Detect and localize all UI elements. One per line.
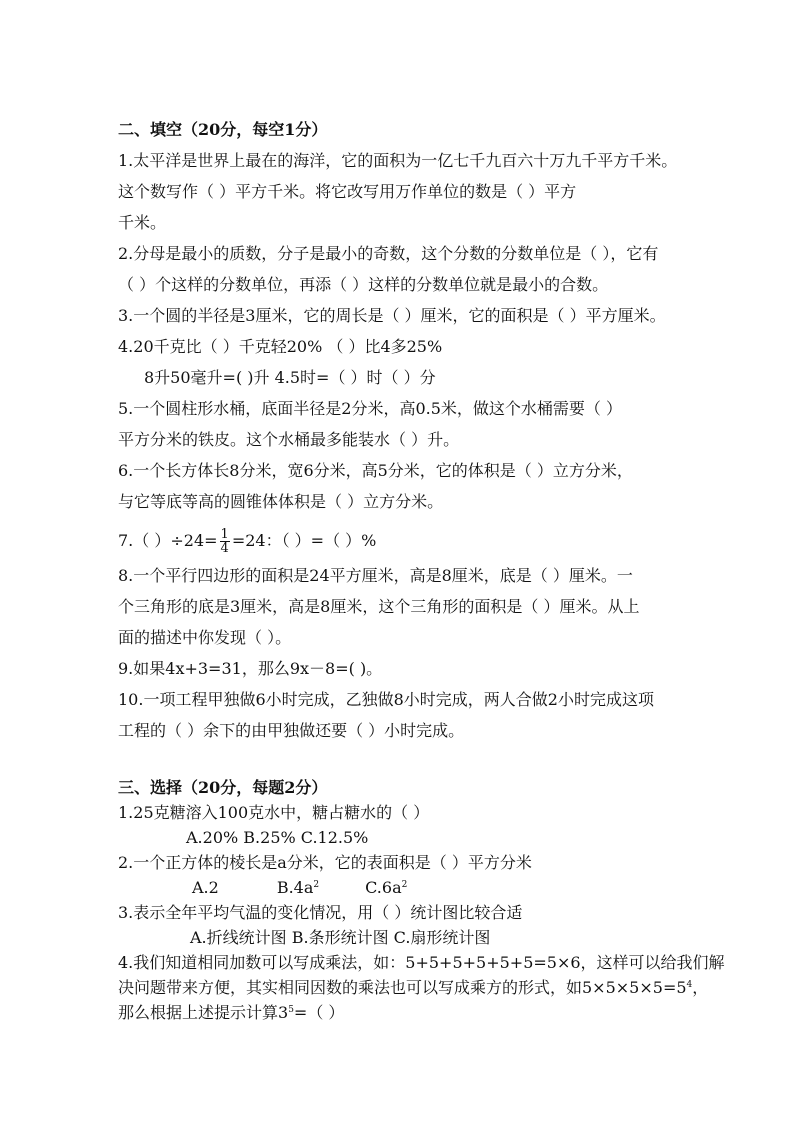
question-text: 8升50毫升=( )升 4.5时=（ ）时（ ）分	[144, 368, 436, 387]
q7-suffix: =24：（ ）=（ ）%	[231, 531, 377, 550]
question-text	[118, 978, 708, 998]
q4-punct: ，	[692, 978, 709, 997]
fraction	[220, 528, 230, 555]
question-text: 平方分米的铁皮。这个水桶最多能装水（ ）升。	[118, 430, 460, 449]
q7-prefix: 7.（ ）÷24=	[118, 531, 218, 550]
exponent: 4	[686, 980, 693, 990]
question-text: 8.一个平行四边形的面积是24平方厘米，高是8厘米，底是（ ）厘米。一	[118, 566, 633, 585]
question-text	[118, 1003, 344, 1023]
question-text: 1.25克糖溶入100克水中，糖占糖水的（ ）	[118, 803, 430, 822]
q4-text: 决问题带来方便，其实相同因数的乘法也可以写成乘方的形式，如5×5×5×5=5	[118, 978, 687, 997]
question-text: 这个数写作（ ）平方千米。将它改写用万作单位的数是（ ）平方	[118, 182, 577, 201]
fraction-numerator: 1	[220, 527, 229, 542]
question-text: 千米。	[118, 213, 167, 232]
option-c: C.6a	[365, 878, 402, 897]
q4-blank: =（ ）	[293, 1003, 345, 1022]
question-text: 1.太平洋是世界上最在的海洋，它的面积为一亿七千九百六十万九千平方千米。	[118, 151, 678, 170]
question-text: 个三角形的底是3厘米，高是8厘米，这个三角形的面积是（ ）厘米。从上	[118, 597, 640, 616]
fraction-denominator: 4	[220, 541, 229, 556]
question-text: 3.一个圆的半径是3厘米，它的周长是（ ）厘米，它的面积是（ ）平方厘米。	[118, 306, 666, 325]
question-text: 9.如果4x+3=31，那么9x－8=( )。	[118, 659, 383, 678]
question-text: 与它等底等高的圆锥体体积是（ ）立方分米。	[118, 492, 444, 511]
question-text: 6.一个长方体长8分米，宽6分米，高5分米，它的体积是（ ）立方分米，	[118, 461, 633, 480]
exponent: 5	[288, 1005, 294, 1015]
section-2-heading: 二、填空（20分，每空1分）	[118, 120, 328, 139]
question-text: 2.一个正方体的棱长是a分米，它的表面积是（ ）平方分米	[118, 853, 532, 872]
exponent: 2	[401, 880, 408, 890]
question-text: 面的描述中你发现（ ）。	[118, 628, 292, 647]
exponent: 2	[313, 880, 320, 890]
q4-text: 那么根据上述提示计算3	[118, 1003, 289, 1022]
question-7	[118, 528, 376, 555]
answer-options: A.20% B.25% C.12.5%	[186, 828, 369, 847]
question-text: 工程的（ ）余下的由甲独做还要（ ）小时完成。	[118, 721, 465, 740]
answer-options: A.折线统计图 B.条形统计图 C.扇形统计图	[190, 928, 491, 947]
question-text: 10.一项工程甲独做6小时完成，乙独做8小时完成，两人合做2小时完成这项	[118, 690, 654, 709]
question-text: 4.20千克比（ ）千克轻20% （ ）比4多25%	[118, 337, 443, 356]
question-text: 3.表示全年平均气温的变化情况，用（ ）统计图比较合适	[118, 903, 523, 922]
question-text: （ ）个这样的分数单位，再添（ ）这样的分数单位就是最小的合数。	[118, 275, 609, 294]
section-3-heading: 三、选择（20分，每题2分）	[118, 778, 328, 797]
answer-options	[192, 878, 407, 898]
question-text: 5.一个圆柱形水桶，底面半径是2分米，高0.5米，做这个水桶需要（ ）	[118, 399, 622, 418]
option-a: A.2	[192, 878, 219, 897]
question-text: 4.我们知道相同加数可以写成乘法，如：5+5+5+5+5+5=5×6，这样可以给我们解	[118, 953, 725, 972]
question-text: 2.分母是最小的质数，分子是最小的奇数，这个分数的分数单位是（ ），它有	[118, 244, 659, 263]
option-b: B.4a	[276, 878, 314, 897]
